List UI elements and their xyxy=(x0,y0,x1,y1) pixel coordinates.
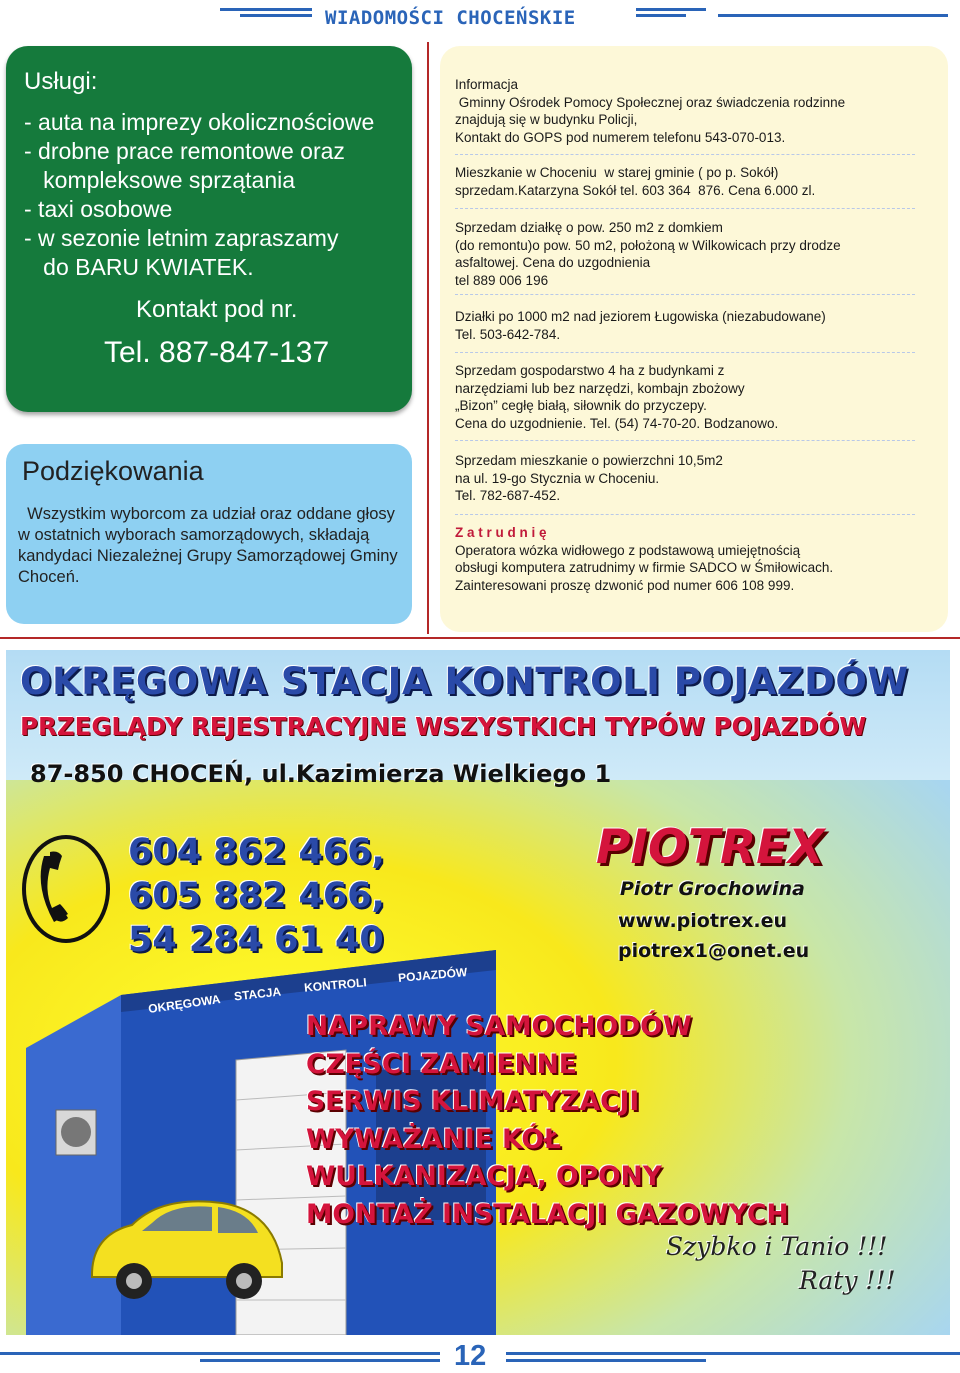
building-sign-3: KONTROLI xyxy=(303,975,368,995)
ad-line: Tel. 503-642-784. xyxy=(455,326,561,342)
ad-line: obsługi komputera zatrudnimy w firmie SADCO w Śmiłowicach. xyxy=(455,560,834,575)
ad-line: Sprzedam gospodarstwo 4 ha z budynkami z xyxy=(455,363,725,378)
vehicle-inspection-advert xyxy=(6,650,950,1335)
page-footer xyxy=(0,1340,960,1372)
building-sign-2: STACJA xyxy=(233,984,282,1004)
thanks-text xyxy=(18,504,410,588)
ad-line: Sprzedam działkę o pow. 250 m2 z domkiem xyxy=(455,220,723,235)
ad-divider xyxy=(455,208,915,215)
ad-line: Informacja xyxy=(455,77,519,92)
building-sign-1: OKRĘGOWA xyxy=(147,992,222,1016)
thanks-text-body: Wszystkim wyborcom za udział oraz oddane głosy w ostatnich wyborach samorządowych, składają kandydaci Niezależnej Grupy Samorządowej Gminy Choceń. xyxy=(18,505,398,586)
ad-line: Cena do uzgodnienie. Tel. (54) 74-70-20. Bodzanowo. xyxy=(455,415,779,431)
advert-service-list xyxy=(306,1008,789,1233)
service-item: - taxi osobowe xyxy=(24,196,173,222)
footer-rule-left-2 xyxy=(200,1359,440,1362)
service-item: do BARU KWIATEK. xyxy=(24,254,254,280)
ad-line: sprzedam.Katarzyna Sokół tel. 603 364 876. Cena 6.000 zl. xyxy=(455,182,816,198)
classifieds-box xyxy=(440,46,948,632)
footer-rule-right-2 xyxy=(506,1359,706,1362)
ad-line: „Bizon” cegłę białą, siłownik do przyczepy. xyxy=(455,398,707,413)
advert-service: WULKANIZACJA, OPONY xyxy=(306,1161,662,1192)
ad-gops xyxy=(455,76,935,146)
service-item: - w sezonie letnim zapraszamy xyxy=(24,225,339,251)
advert-slogan: Szybko i Tanio !!! xyxy=(666,1232,888,1261)
service-item: kompleksowe sprzątania xyxy=(24,167,296,193)
advert-headline: OKRĘGOWA STACJA KONTROLI POJAZDÓW xyxy=(20,660,909,703)
building-sign-4: POJAZDÓW xyxy=(397,965,468,985)
ad-divider xyxy=(455,294,915,301)
advert-phone: 604 862 466, xyxy=(128,832,385,872)
section-separator xyxy=(0,637,960,639)
header-rule-right xyxy=(718,14,948,17)
page-number: 12 xyxy=(454,1340,487,1372)
ad-line: Sprzedam mieszkanie o powierzchni 10,5m2 xyxy=(455,453,723,468)
services-box xyxy=(6,46,412,412)
advert-service: NAPRAWY SAMOCHODÓW xyxy=(306,1011,692,1042)
ad-flat-choceń xyxy=(455,164,935,199)
thanks-box xyxy=(6,444,412,624)
column-separator xyxy=(427,42,429,634)
ad-flat-small xyxy=(455,452,935,505)
ad-job-heading: Z a t r u d n i ę xyxy=(455,525,547,540)
header-lines-left xyxy=(220,8,312,28)
advert-service: MONTAŻ INSTALACJI GAZOWYCH xyxy=(306,1198,789,1230)
advert-phone: 54 284 61 40 xyxy=(128,920,384,960)
advert-email: piotrex1@onet.eu xyxy=(618,940,810,962)
ad-line: Zainteresowani proszę dzwonić pod numer 606 108 999. xyxy=(455,577,795,593)
ad-line: Kontakt do GOPS pod numerem telefonu 543-070-013. xyxy=(455,129,786,145)
ad-plots-lugowiska xyxy=(455,308,935,343)
ad-line: znajdują się w budynku Policji, xyxy=(455,112,638,127)
advert-service: SERWIS KLIMATYZACJI xyxy=(306,1086,640,1117)
ad-divider xyxy=(455,352,915,359)
ad-line: asfaltowej. Cena do uzgodnienia xyxy=(455,255,651,270)
advert-website: www.piotrex.eu xyxy=(618,910,788,932)
ad-job-sadco xyxy=(455,524,935,594)
footer-rule-right xyxy=(506,1352,960,1355)
ad-farm-bodzanowo xyxy=(455,362,935,432)
ad-line: tel 889 006 196 xyxy=(455,272,549,288)
advert-slogan-installments: Raty !!! xyxy=(799,1266,896,1295)
advert-service: CZĘŚCI ZAMIENNE xyxy=(306,1048,577,1080)
service-item: - drobne prace remontowe oraz xyxy=(24,138,345,164)
page-header-title: WIADOMOŚCI CHOCEŃSKIE xyxy=(325,7,576,29)
services-title: Usługi: xyxy=(24,68,98,95)
telephone-icon xyxy=(20,834,112,944)
ad-line: Gminny Ośrodek Pomocy Społecznej oraz świadczenia rodzinne xyxy=(455,94,846,110)
ad-line: na ul. 19-go Stycznia w Choceniu. xyxy=(455,470,660,486)
thanks-title: Podziękowania xyxy=(22,456,204,486)
advert-phone: 605 882 466, xyxy=(128,876,385,916)
advert-phone-list xyxy=(128,830,385,962)
ad-line: Mieszkanie w Choceniu w starej gminie ( po p. Sokół) xyxy=(455,165,779,180)
services-contact-phone: Tel. 887-847-137 xyxy=(104,336,330,369)
ad-line: Operatora wózka widłowego z podstawową umiejętnością xyxy=(455,542,801,558)
footer-rule-left xyxy=(0,1352,440,1355)
advert-address: 87-850 CHOCEŃ, ul.Kazimierza Wielkiego 1 xyxy=(30,760,612,788)
advert-brand: PIOTREX xyxy=(596,820,825,875)
ad-line: narzędziami lub bez narzędzi, kombajn zbożowy xyxy=(455,380,745,396)
ad-line: Działki po 1000 m2 nad jeziorem Ługowiska (niezabudowane) xyxy=(455,309,826,324)
header-lines-right xyxy=(636,8,948,28)
advert-owner: Piotr Grochowina xyxy=(620,878,805,900)
ad-plot-wilkowice xyxy=(455,219,935,289)
ad-divider xyxy=(455,514,915,521)
ad-divider xyxy=(455,440,915,447)
advert-subheadline: PRZEGLĄDY REJESTRACYJNE WSZYSTKICH TYPÓW POJAZDÓW xyxy=(20,712,867,741)
ad-line: Tel. 782-687-452. xyxy=(455,488,561,503)
advert-service: WYWAŻANIE KÓŁ xyxy=(306,1123,561,1155)
ad-divider xyxy=(455,154,915,161)
ad-line: (do remontu)o pow. 50 m2, położoną w Wilkowicach przy drodze xyxy=(455,237,841,253)
yellow-car-image xyxy=(82,1185,292,1305)
service-item: - auta na imprezy okolicznościowe xyxy=(24,109,375,135)
services-list xyxy=(24,108,409,282)
services-contact-label: Kontakt pod nr. xyxy=(136,296,298,323)
